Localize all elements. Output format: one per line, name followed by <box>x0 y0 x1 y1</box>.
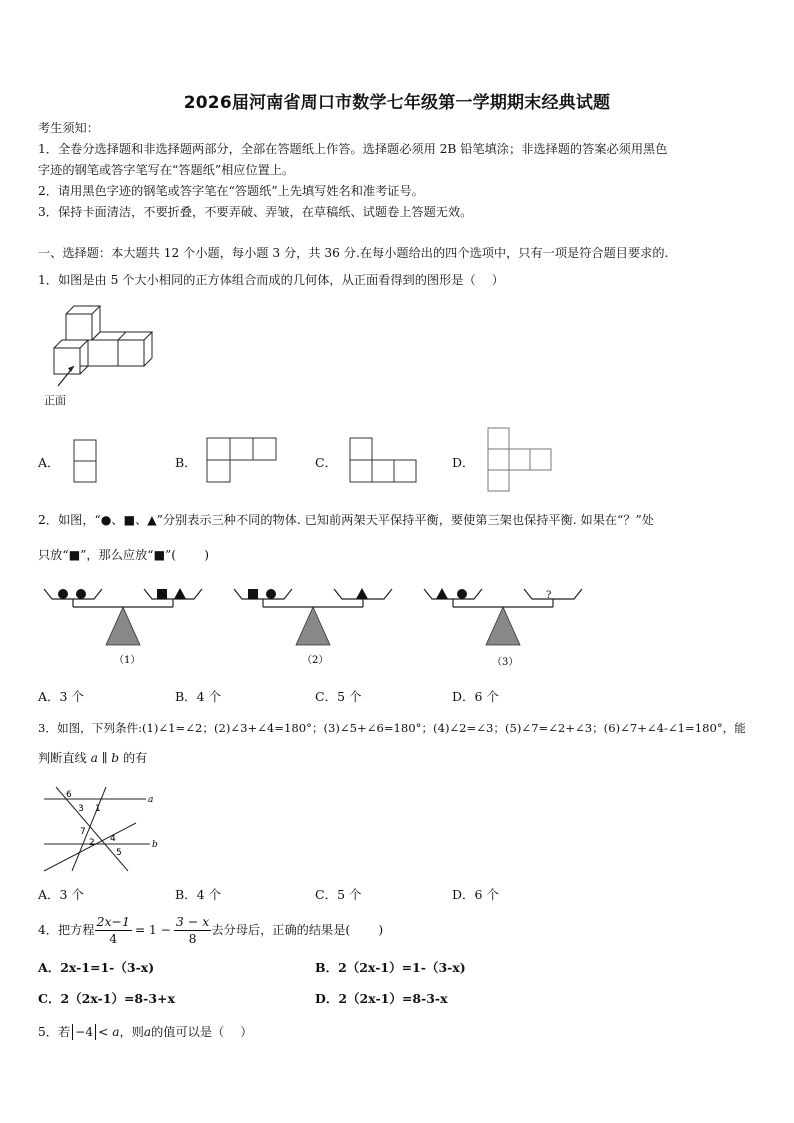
notice-item-2: 2．请用黑色字迹的钢笔或答字笔在“答题纸”上先填写姓名和准考证号。 <box>38 184 424 198</box>
q3-parallel: ∥ <box>101 751 108 765</box>
question-4-stem <box>38 910 383 950</box>
notice-item-3: 3．保持卡面清洁，不要折叠，不要弄破、弄皱，在草稿纸、试题卷上答题无效。 <box>38 205 473 219</box>
q3-suffix: 的有 <box>122 751 148 765</box>
q1-option-a-label: A． <box>38 455 60 470</box>
angle-label-3: 3 <box>78 804 84 814</box>
q2-balance-scales <box>40 585 600 675</box>
q2-scale-label-1: （1） <box>114 655 141 666</box>
q4-fraction-2 <box>174 914 211 947</box>
q5-prefix: 5．若 <box>38 1025 71 1039</box>
angle-label-7: 7 <box>80 827 86 837</box>
q4-option-b: B．2（2x-1）=1-（3-x) <box>315 960 466 975</box>
q1-option-d-figure <box>487 427 557 497</box>
front-label: 正面 <box>44 394 66 407</box>
q3-line-b-label: b <box>152 840 158 850</box>
question-1-stem: 1．如图是由 5 个大小相同的正方体组合而成的几何体，从正面看得到的图形是（ ） <box>38 273 504 287</box>
q1-option-c-figure <box>349 437 419 487</box>
q3-var-b: b <box>111 751 120 765</box>
angle-label-2: 2 <box>89 838 95 848</box>
q2-scale-label-3: （3） <box>492 657 519 668</box>
q3-parallel-lines-figure <box>40 783 170 878</box>
q1-option-d-label: D． <box>452 455 475 470</box>
angle-label-4: 4 <box>110 834 116 844</box>
q1-option-a-figure <box>73 439 103 484</box>
q1-option-c-label: C． <box>315 455 338 470</box>
notice-item-1: 1．全卷分选择题和非选择题两部分，全部在答题纸上作答。选择题必须用 2B 铅笔填涂；非选择题的答案必须用黑色 <box>38 142 668 156</box>
q5-mid: ，则 <box>119 1025 144 1039</box>
question-2-stem-line2: 只放“■”，那么应放“■”( ) <box>38 548 210 562</box>
q1-option-b-figure <box>206 437 281 487</box>
q4-equals-one-minus: = 1 − <box>134 923 171 937</box>
q2-question-mark: ? <box>546 590 552 601</box>
q4-option-a: A．2x-1=1-（3-x) <box>38 960 155 975</box>
notice-item-1-cont: 字迹的钢笔或答字笔写在“答题纸”相应位置上。 <box>38 163 295 177</box>
q4-option-d: D．2（2x-1）=8-3-x <box>315 991 448 1006</box>
q3-var-a: a <box>90 751 98 765</box>
angle-label-1: 1 <box>95 804 101 814</box>
q4-frac2-numerator: 3 − x <box>175 913 210 929</box>
q4-fraction-1 <box>95 914 132 947</box>
q4-option-c: C．2（2x-1）=8-3+x <box>38 991 175 1006</box>
q2-option-d: D．6 个 <box>452 689 499 704</box>
question-3-stem-line1: 3．如图，下列条件:(1)∠1=∠2；(2)∠3+∠4=180°；(3)∠5+∠6=180°；(4)∠2=∠3；(5)∠7=∠2+∠3；(6)∠7+∠4-∠1=180°，能 <box>38 721 746 735</box>
q5-absolute-value: −4 <box>72 1024 96 1040</box>
notice-heading: 考生须知： <box>38 121 99 135</box>
q2-option-a: A．3 个 <box>38 689 84 704</box>
angle-label-6: 6 <box>66 790 72 800</box>
q3-option-c: C．5 个 <box>315 887 362 902</box>
q2-option-c: C．5 个 <box>315 689 362 704</box>
q3-option-d: D．6 个 <box>452 887 499 902</box>
question-3-stem-line2 <box>38 750 147 766</box>
q1-option-b-label: B． <box>175 455 197 470</box>
q3-option-b: B．4 个 <box>175 887 222 902</box>
q5-lt-a: < a <box>98 1025 120 1039</box>
section-heading: 一、选择题：本大题共 12 个小题，每小题 3 分，共 36 分.在每小题给出的四个选项中，只有一项是符合题目要求的. <box>38 246 669 260</box>
q5-var-a: a <box>143 1025 152 1039</box>
q4-frac2-denominator: 8 <box>188 930 197 946</box>
question-2-stem-line1: 2．如图，“●、■、▲”分别表示三种不同的物体. 已知前两架天平保持平衡，要使第三架也保持平衡. 如果在“？”处 <box>38 513 654 527</box>
q2-option-b: B．4 个 <box>175 689 222 704</box>
question-5-stem <box>38 1024 253 1040</box>
q4-frac1-denominator: 4 <box>109 930 118 946</box>
q4-frac1-numerator: 2x−1 <box>96 913 130 929</box>
q3-line-a-label: a <box>148 795 154 805</box>
q2-scale-label-2: （2） <box>302 655 329 666</box>
angle-label-5: 5 <box>116 848 122 858</box>
q3-option-a: A．3 个 <box>38 887 84 902</box>
q4-prefix: 4．把方程 <box>38 923 95 937</box>
q3-prefix: 判断直线 <box>38 751 87 765</box>
q4-suffix: 去分母后，正确的结果是( ) <box>211 923 384 937</box>
q5-suffix: 的值可以是（ ） <box>151 1025 253 1039</box>
page-title: 2026届河南省周口市数学七年级第一学期期末经典试题 <box>183 93 611 113</box>
